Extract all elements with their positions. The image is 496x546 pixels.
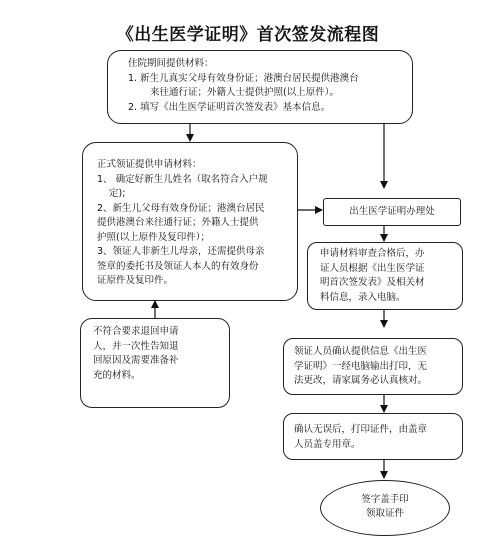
confirm-info-box xyxy=(283,338,463,395)
box5-line-3: 回原因及需要准备补 xyxy=(93,355,179,366)
box2-line-7: 签章的委托书及领证人本人的有效身份 xyxy=(97,260,259,272)
box8-line-1: 签字盖手印 xyxy=(361,494,409,505)
box4-line-3: 明首次签发表》及相关材 xyxy=(320,277,425,288)
box2-line-3: 2、新生儿父母有效身份证；港澳台居民 xyxy=(97,202,265,214)
box5-line-2: 人，并一次性告知退 xyxy=(93,340,179,352)
box4-line-4: 料信息，录入电脑。 xyxy=(320,291,406,303)
box6-line-2: 学证明》一经电脑输出打印，无 xyxy=(294,360,428,372)
box2-line-5: 护照(以上原件及复印件）； xyxy=(97,231,210,243)
box2-line-8: 证原件及复印件。 xyxy=(97,275,174,286)
box8-line-2: 领取证件 xyxy=(365,508,404,519)
rejection-notice-box xyxy=(80,318,230,408)
box4-line-1: 申请材料审查合格后，办 xyxy=(320,248,425,259)
box1-heading: 住院期间提供材料： xyxy=(128,58,214,69)
box2-line-2: 定); xyxy=(109,188,126,199)
box5-line-1: 不符合要求退回申请 xyxy=(93,326,179,337)
box2-heading: 正式领证提供申请材料： xyxy=(97,159,202,170)
review-materials-box xyxy=(307,242,463,310)
certificate-office-box xyxy=(323,198,461,226)
box2-line-1: 1、 确定好新生儿姓名（取名符合入户规 xyxy=(97,173,268,185)
box1-line-3: 2. 填写《出生医学证明首次签发表》基本信息。 xyxy=(128,101,331,113)
box3-text: 出生医学证明办理处 xyxy=(349,206,435,217)
print-stamp-box xyxy=(283,413,463,460)
page-title: 《出生医学证明》首次签发流程图 xyxy=(116,25,380,45)
box6-line-1: 领证人员确认提供信息《出生医 xyxy=(294,346,428,357)
box1-line-2: 来往通行证；外籍人士提供护照(以上原件）。 xyxy=(150,87,339,98)
box1-line-1: 1. 新生儿真实父母有效身份证；港澳台居民提供港澳台 xyxy=(128,72,359,84)
sign-collect-ellipse xyxy=(320,480,450,536)
application-materials-box xyxy=(82,142,298,301)
box5-line-4: 充的材料。 xyxy=(93,369,141,381)
box7-line-2: 人员盖专用章。 xyxy=(294,438,361,450)
box2-line-6: 3、领证人非新生儿母亲，还需提供母亲 xyxy=(97,246,265,257)
box2-line-4: 提供港澳台来往通行证；外籍人士提供 xyxy=(97,217,259,228)
hospital-materials-box xyxy=(107,50,413,124)
box4-line-2: 证人员根据《出生医学证 xyxy=(320,262,425,274)
box6-line-3: 法更改，请家属务必认真核对。 xyxy=(294,375,428,386)
box7-line-1: 确认无误后，打印证件，由盖章 xyxy=(294,424,428,435)
